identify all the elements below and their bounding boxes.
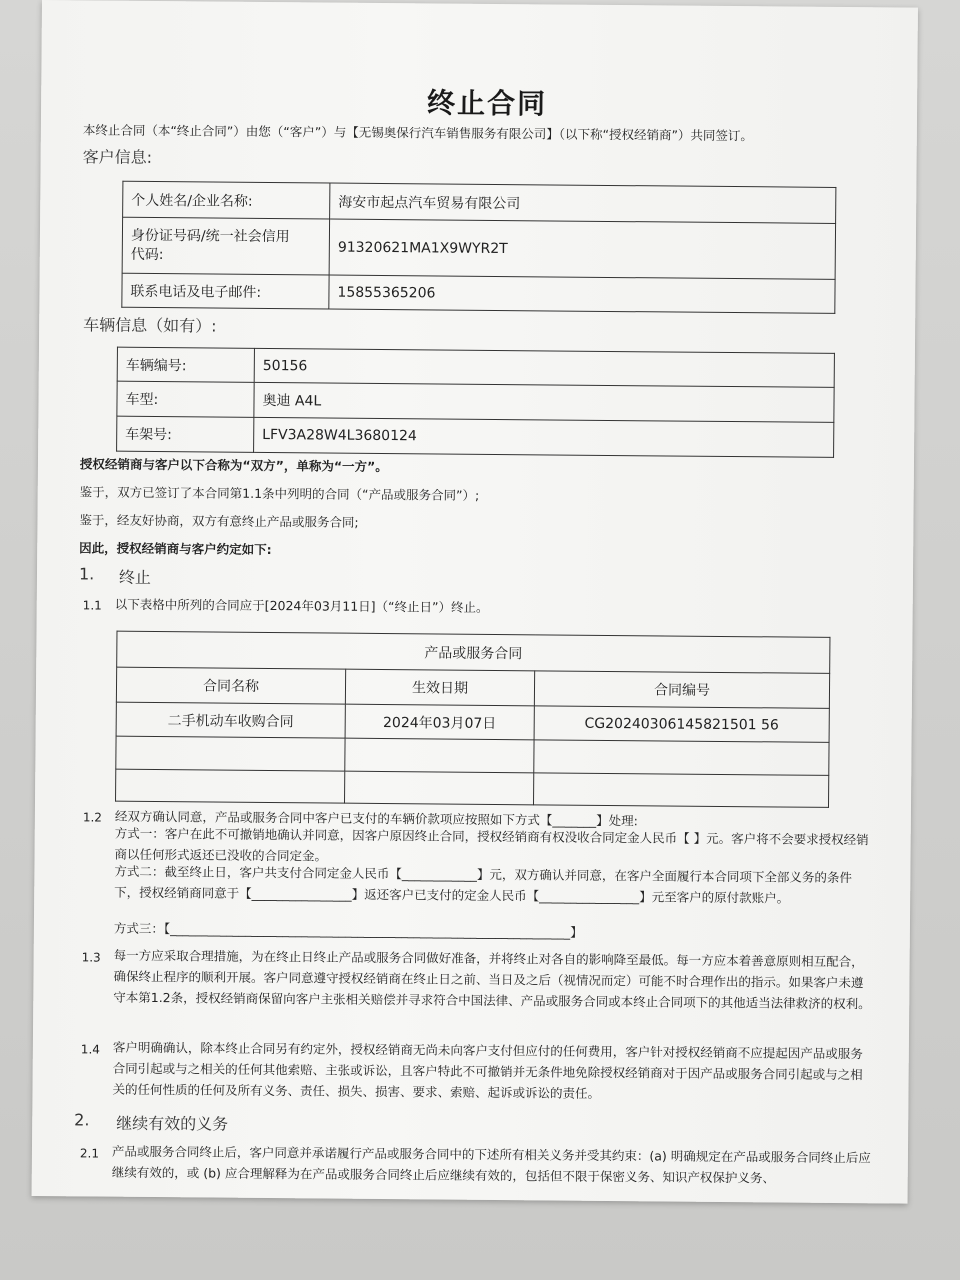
table-row bbox=[122, 273, 835, 313]
clause-1-2-option-1: 方式一：客户在此不可撤销地确认并同意，因客户原因终止合同，授权经销商有权没收合同定金人民币【 】元。客户将不会要求授权经销商以任何形式返还已没收的合同定金。 bbox=[114, 825, 869, 864]
vehicle-number-label: 车辆编号: bbox=[117, 347, 254, 382]
effective-date-cell bbox=[345, 771, 534, 805]
section-1-number: 1. bbox=[78, 564, 95, 584]
effective-date-cell bbox=[345, 738, 534, 773]
whereas-clause-2: 鉴于，经友好协商，双方有意终止产品或服务合同; bbox=[79, 512, 359, 530]
table-row bbox=[117, 416, 834, 457]
table-row bbox=[117, 631, 830, 673]
contract-number-cell: CG20240306145821501 56 bbox=[534, 706, 829, 743]
therefore-clause: 因此，授权经销商与客户约定如下: bbox=[79, 540, 272, 558]
clause-1-2-option-3: 方式三：【________________________________________________________________】 bbox=[113, 920, 583, 940]
clause-1-2-option-2: 方式二：截至终止日，客户共支付合同定金人民币【____________】元，双方确认并同意，在客户全面履行本合同项下全部义务的条件下，授权经销商同意于【________________】返还客户已支付的定金人民币【________________】元至客户的原付款账户。 bbox=[114, 863, 852, 906]
contract-name-cell: 二手机动车收购合同 bbox=[116, 702, 345, 738]
table-row bbox=[123, 181, 836, 223]
clause-2-1-text: 产品或服务合同终止后，客户同意并承诺履行产品或服务合同中的下述所有相关义务并受其约束：(a) 明确规定在产品或服务合同终止后应继续有效的，或 (b) 应合理解释为在产品或服务合同终止后应继续有效的，包括但不限于保密义务、知识产权保护义务、 bbox=[111, 1143, 871, 1186]
intro-text: 本终止合同（本“终止合同”）由您（“客户”）与【无锡奥保行汽车销售服务有限公司】（以下称“授权经销商”）共同签订。 bbox=[82, 122, 754, 144]
contract-name-cell bbox=[116, 736, 345, 771]
header-contract-name: 合同名称 bbox=[116, 667, 345, 704]
customer-name-label: 个人姓名/企业名称: bbox=[123, 181, 330, 219]
customer-section-heading: 客户信息: bbox=[82, 147, 153, 167]
vehicle-vin-value: LFV3A28W4L3680124 bbox=[254, 417, 834, 457]
clause-1-3-number: 1.3 bbox=[81, 950, 101, 965]
clause-1-2-number: 1.2 bbox=[82, 810, 103, 825]
clause-1-4-number: 1.4 bbox=[80, 1042, 100, 1057]
customer-contact-label: 联系电话及电子邮件: bbox=[122, 273, 329, 309]
vehicle-section-heading: 车辆信息（如有）: bbox=[83, 315, 217, 336]
header-effective-date: 生效日期 bbox=[345, 669, 534, 706]
customer-contact-value: 15855365206 bbox=[329, 275, 835, 313]
customer-info-table bbox=[121, 181, 836, 314]
section-2-number: 2. bbox=[74, 1110, 90, 1130]
customer-id-value: 91320621MA1X9WYR2T bbox=[329, 219, 835, 279]
clause-1-1-number: 1.1 bbox=[82, 598, 102, 613]
contract-name-cell bbox=[116, 769, 345, 803]
vehicle-info-table bbox=[116, 347, 835, 458]
customer-id-label-line2: 代码: bbox=[130, 246, 164, 263]
section-1-title: 终止 bbox=[118, 567, 152, 587]
section-2-title: 继续有效的义务 bbox=[116, 1113, 229, 1134]
customer-id-label bbox=[122, 217, 329, 275]
contract-number-cell bbox=[534, 740, 829, 776]
parties-definition: 授权经销商与客户以下合称为“双方”，单称为“一方”。 bbox=[79, 456, 388, 475]
customer-name-value: 海安市起点汽车贸易有限公司 bbox=[330, 183, 836, 223]
clause-1-2-intro: 经双方确认同意，产品或服务合同中客户已支付的车辆价款项应按照如下方式【_______】处理: bbox=[114, 808, 638, 829]
clause-1-3-text: 每一方应采取合理措施，为在终止日终止产品或服务合同做好准备，并将终止对各自的影响降至最低。每一方应本着善意原则相互配合，确保终止程序的顺利开展。客户同意遵守授权经销商在终止日之前、当日及之后（视情况而定）可能不时合理作出的指示。如果客户未遵守本第1.2条，授权经销商保留向客户主张相关赔偿并寻求符合中国法律、产品或服务合同或本终止合同项下的其他适当法律救济的权利。 bbox=[113, 947, 871, 1012]
table-row bbox=[116, 769, 829, 807]
clause-1-1-text: 以下表格中所列的合同应于[2024年03月11日]（“终止日”）终止。 bbox=[114, 596, 489, 615]
table-row bbox=[122, 217, 835, 279]
vehicle-model-label: 车型: bbox=[117, 381, 254, 417]
clause-1-4-text: 客户明确确认，除本终止合同另有约定外，授权经销商无尚未向客户支付但应付的任何费用，客户针对授权经销商不应提起因产品或服务合同引起或与之相关的任何其他索赔、主张或诉讼，且客户特此不可撤销并无条件地免除授权经销商对于因产品或服务合同引起或与之相关的任何性质的任何及所有义务、责任、损失、损害、要求、索赔、起诉或诉讼的责任。 bbox=[112, 1039, 863, 1101]
clause-2-1-number: 2.1 bbox=[79, 1146, 100, 1161]
vehicle-vin-label: 车架号: bbox=[117, 416, 254, 452]
header-contract-number: 合同编号 bbox=[534, 671, 829, 709]
contract-table bbox=[115, 631, 830, 808]
contract-number-cell bbox=[533, 773, 828, 808]
document-title: 终止合同 bbox=[426, 86, 548, 121]
vehicle-model-value: 奥迪 A4L bbox=[254, 382, 834, 422]
vehicle-number-value: 50156 bbox=[254, 348, 834, 387]
customer-id-label-line1: 身份证号码/统一社会信用 bbox=[130, 227, 290, 245]
effective-date-cell: 2024年03月07日 bbox=[345, 704, 534, 740]
contract-table-caption: 产品或服务合同 bbox=[117, 631, 830, 673]
whereas-clause-1: 鉴于，双方已签订了本合同第1.1条中列明的合同（“产品或服务合同”）; bbox=[79, 484, 480, 503]
document-page bbox=[32, 0, 918, 1204]
